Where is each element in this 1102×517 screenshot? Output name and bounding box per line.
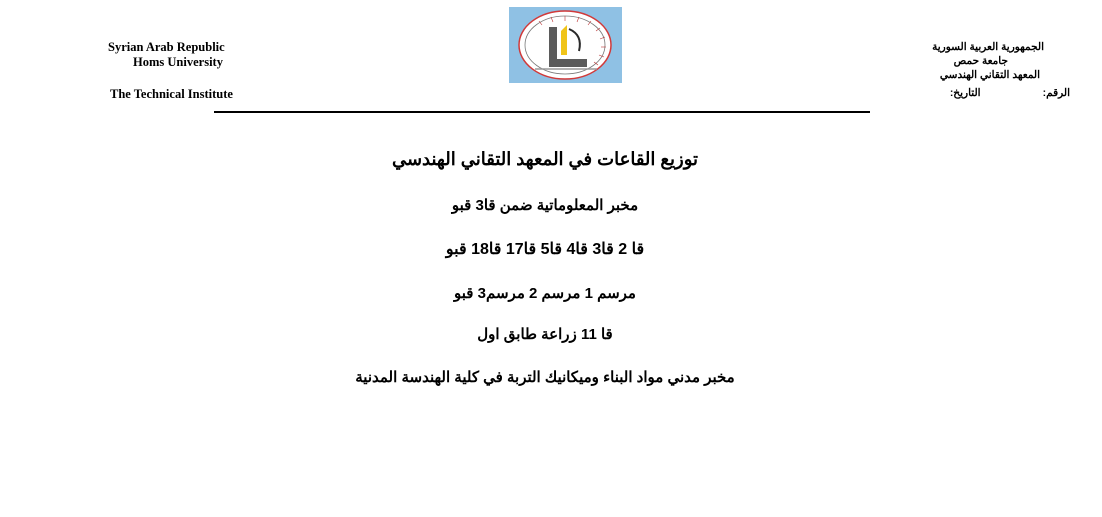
date-label: التاريخ: (949, 87, 981, 99)
document-title: توزيع القاعات في المعهد التقاني الهندسي (391, 149, 699, 169)
number-label: الرقم: (1042, 87, 1070, 99)
university-logo (509, 7, 622, 83)
header-left-block (108, 40, 248, 101)
room-line-5: مخبر مدني مواد البناء وميكانيك التربة في كلية الهندسة المدنية (355, 369, 735, 386)
room-line-2: قا 2 قا3 قا4 قا5 قا17 قا18 قبو (445, 241, 645, 258)
university-emblem-icon (509, 7, 622, 83)
header-divider (214, 111, 870, 113)
header-right-country: الجمهورية العربية السورية (932, 41, 1044, 53)
header-right-university: جامعة حمص (953, 55, 1008, 67)
header-right-block (870, 40, 1070, 100)
header-left-university: Homs University (133, 55, 223, 69)
header-right-institute: المعهد التقاني الهندسي (939, 69, 1040, 81)
room-line-3: مرسم 1 مرسم 2 مرسم3 قبو (454, 285, 636, 302)
room-line-1: مخبر المعلوماتية ضمن قا3 قبو (451, 197, 639, 214)
header-left-country: Syrian Arab Republic (108, 40, 225, 54)
room-line-4: قا 11 زراعة طابق اول (477, 326, 613, 343)
header-right-ref-row (870, 86, 1070, 100)
header-left-institute: The Technical Institute (110, 87, 233, 101)
